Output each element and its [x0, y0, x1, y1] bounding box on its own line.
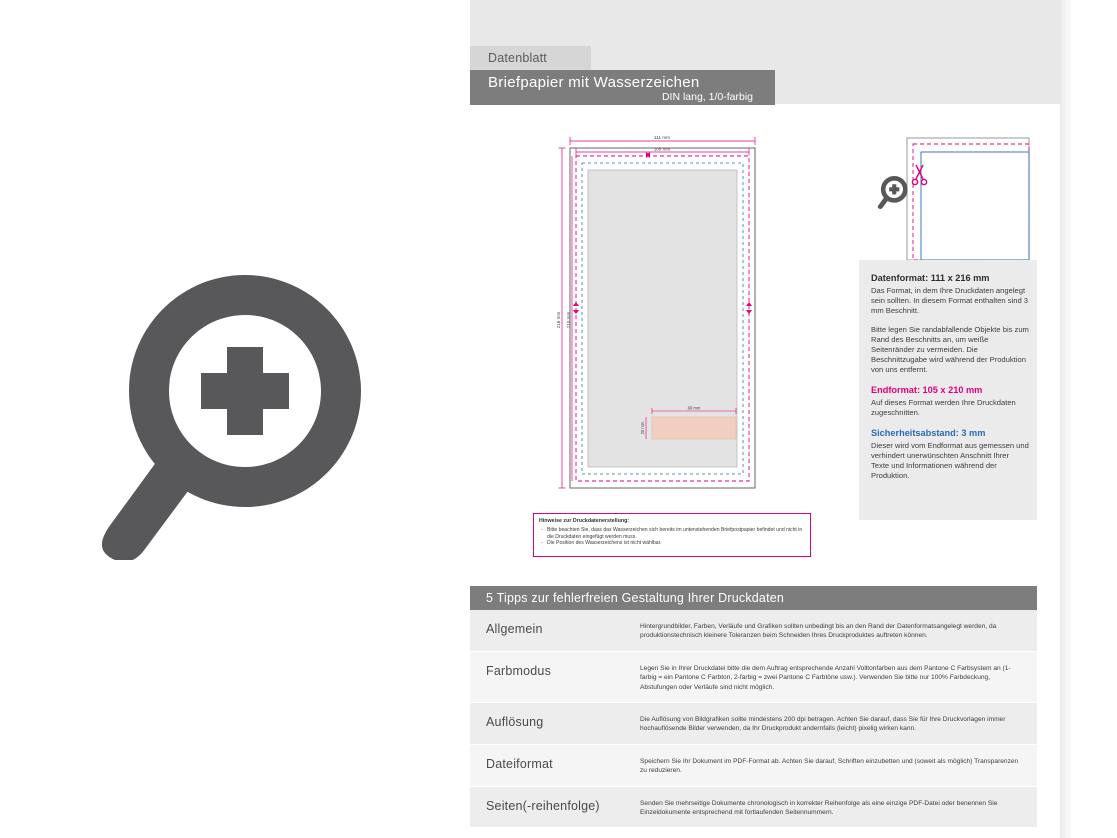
tip-text: Legen Sie in Ihrer Druckdatei bitte die dem Auftrag entsprechende Anzahl Volltonfarben aus dem Pantone C Farbsystem an (1-farbig = ein Pantone C Farbton, 2-farbig = zwei Pantone C Farbtöne usw.). Verwenden Sie bitte nur 100% Farbdeckung, Abstufungen oder Verläufe sind nicht möglich. [640, 664, 1011, 691]
table-row [470, 652, 1037, 703]
tip-label: Seiten(-reihenfolge) [486, 798, 600, 813]
tips-heading [470, 586, 1037, 610]
note-item: - Die Position des Wasserzeichens ist nicht wählbar. [547, 540, 805, 547]
format-preview-thumbnail [859, 130, 1037, 260]
dim-top-inner-label: 105 mm [653, 146, 671, 152]
tips-heading-label: 5 Tipps zur fehlerfreien Gestaltung Ihrer Druckdaten [486, 591, 785, 605]
dim-top-outer-label: 111 mm [654, 135, 670, 140]
page-edge-shadow [1060, 0, 1072, 838]
dim-left-outer-label: 216 mm [556, 311, 561, 329]
info-heading-datenformat: Datenformat: 111 x 216 mm [871, 273, 990, 283]
info-heading-sicherheitsabstand: Sicherheitsabstand: 3 mm [871, 428, 986, 438]
dim-block-width-label: 60 mm [687, 405, 701, 411]
tip-label: Auflösung [486, 715, 544, 730]
magnifier-zoom-in-icon [95, 275, 365, 560]
table-row [470, 787, 1037, 829]
page-title: Briefpapier mit Wasserzeichen [488, 74, 700, 91]
tip-label: Dateiformat [486, 756, 553, 771]
tip-text: Senden Sie mehrseitige Dokumente chronologisch in korrekter Reihenfolge als eine einzige PDF-Datei oder benennen Sie Einzeldokumente entsprechend mit fortlaufenden Seitennummern. [640, 799, 998, 817]
tip-text: Speichern Sie Ihr Dokument im PDF-Format ab. Achten Sie darauf, Schriften einzubetten und (soweit als möglich) Transparenzen zu reduzieren. [640, 757, 1019, 775]
info-paragraph: Bitte legen Sie randabfallende Objekte bis zum Rand des Beschnitts an, um weiße Seitenränder zu vermeiden. Die Beschnittzugabe wird während der Produktion von uns entfernt. [871, 325, 1029, 374]
dim-block-height-label: 20 mm [640, 421, 645, 435]
table-row [470, 610, 1037, 652]
table-row [470, 703, 1037, 745]
document-title-bar [470, 70, 775, 105]
table-row [470, 745, 1037, 787]
format-info-text [871, 272, 1029, 490]
tips-table [470, 586, 1037, 828]
page-subtitle: DIN lang, 1/0-farbig [661, 91, 753, 103]
note-title: Hinweise zur Druckdatenerstellung: [539, 518, 630, 524]
tip-label: Allgemein [486, 622, 543, 636]
dim-left-inner-label: 210 mm [566, 311, 571, 329]
tip-text: Die Auflösung von Bildgrafiken sollte mindestens 200 dpi betragen. Achten Sie darauf, dass Sie für Ihre Druckvorlagen immer hochauflösende Bilder verwenden, da Ihr Druckprodukt andernfalls (leicht) pixelig wirken kann. [640, 716, 1006, 733]
info-heading-endformat: Endformat: 105 x 210 mm [871, 385, 983, 395]
note-item: - Bitte beachten Sie, dass das Wasserzeichen sich bereits im untenstehenden Briefpostpapier befindet und nicht in die Druckdaten eingefügt werden muss. [547, 527, 805, 540]
format-technical-drawing [520, 130, 820, 500]
print-data-note-box [533, 513, 811, 557]
tab-label: Datenblatt [488, 51, 547, 65]
info-paragraph: Auf dieses Format werden Ihre Druckdaten zugeschnitten. [871, 398, 1016, 417]
page-bottom-left-margin [0, 812, 470, 838]
tab-datenblatt[interactable] [470, 46, 591, 70]
tip-text: Hintergrundbilder, Farben, Verläufe und Grafiken sollten unbedingt bis an den Rand der Datenformatsangelegt werden, da produktionstechnisch kleinere Toleranzen beim Schneiden Ihres Druckproduktes auftreten können. [640, 623, 997, 640]
info-paragraph: Dieser wird vom Endformat aus gemessen und verhindert unerwünschten Anschnitt Ihrer Texte und Informationen während der Produktion. [871, 441, 1029, 480]
note-list [547, 527, 805, 547]
tip-label: Farbmodus [486, 663, 552, 678]
info-paragraph: Das Format, in dem Ihre Druckdaten angelegt sein sollten. In diesem Format enthalten sind 3 mm Beschnitt. [871, 286, 1029, 315]
